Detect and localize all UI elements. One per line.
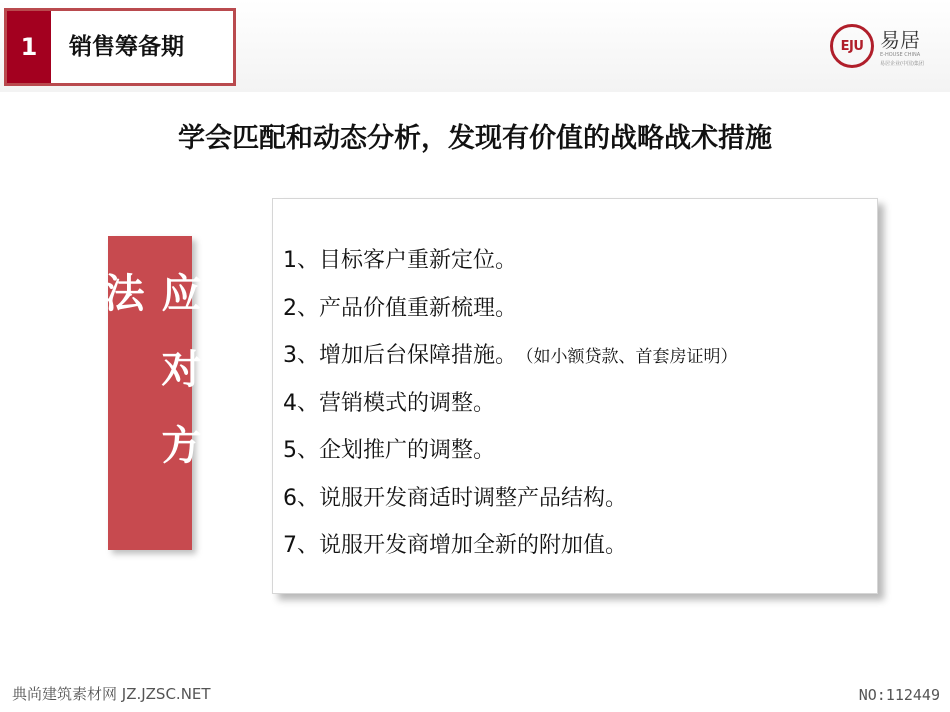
section-title: 销售筹备期 (69, 34, 184, 60)
measure-item (283, 285, 877, 333)
slide-headline: 学会匹配和动态分析，发现有价值的战略战术措施 (178, 123, 772, 154)
measure-note: （如小额贷款、首套房证明） (525, 347, 738, 367)
side-label-text: 应对方法 (98, 272, 201, 500)
section-number: 1 (7, 11, 51, 83)
measure-item (283, 427, 877, 475)
eju-logo-icon: EJU (830, 24, 874, 68)
footer-number: NO:112449 (858, 686, 940, 704)
side-label (98, 236, 201, 550)
measure-text: 3、增加后台保障措施。 (283, 343, 517, 368)
footer-watermark: 典尚建筑素材网 JZ.JZSC.NET (12, 685, 211, 703)
measure-text: 5、企划推广的调整。 (283, 438, 495, 463)
measure-text: 7、说服开发商增加全新的附加值。 (283, 533, 627, 558)
measure-item (283, 380, 877, 428)
section-header (4, 8, 236, 86)
measure-text: 2、产品价值重新梳理。 (283, 295, 517, 321)
measure-text: 6、说服开发商适时调整产品结构。 (283, 485, 627, 511)
company-logo (830, 24, 940, 80)
measure-item (283, 332, 877, 380)
measure-item (283, 522, 877, 570)
measures-list (273, 199, 877, 570)
logo-name: 易居 (880, 28, 920, 52)
measures-panel (272, 198, 878, 594)
measure-text: 1、目标客户重新定位。 (283, 248, 517, 273)
measure-text: 4、营销模式的调整。 (283, 390, 495, 416)
logo-subtitle: 易居企业(中国)集团 (880, 61, 924, 67)
logo-english: E-HOUSE CHINA (880, 52, 921, 58)
measure-item (283, 475, 877, 523)
measure-item (283, 237, 877, 285)
